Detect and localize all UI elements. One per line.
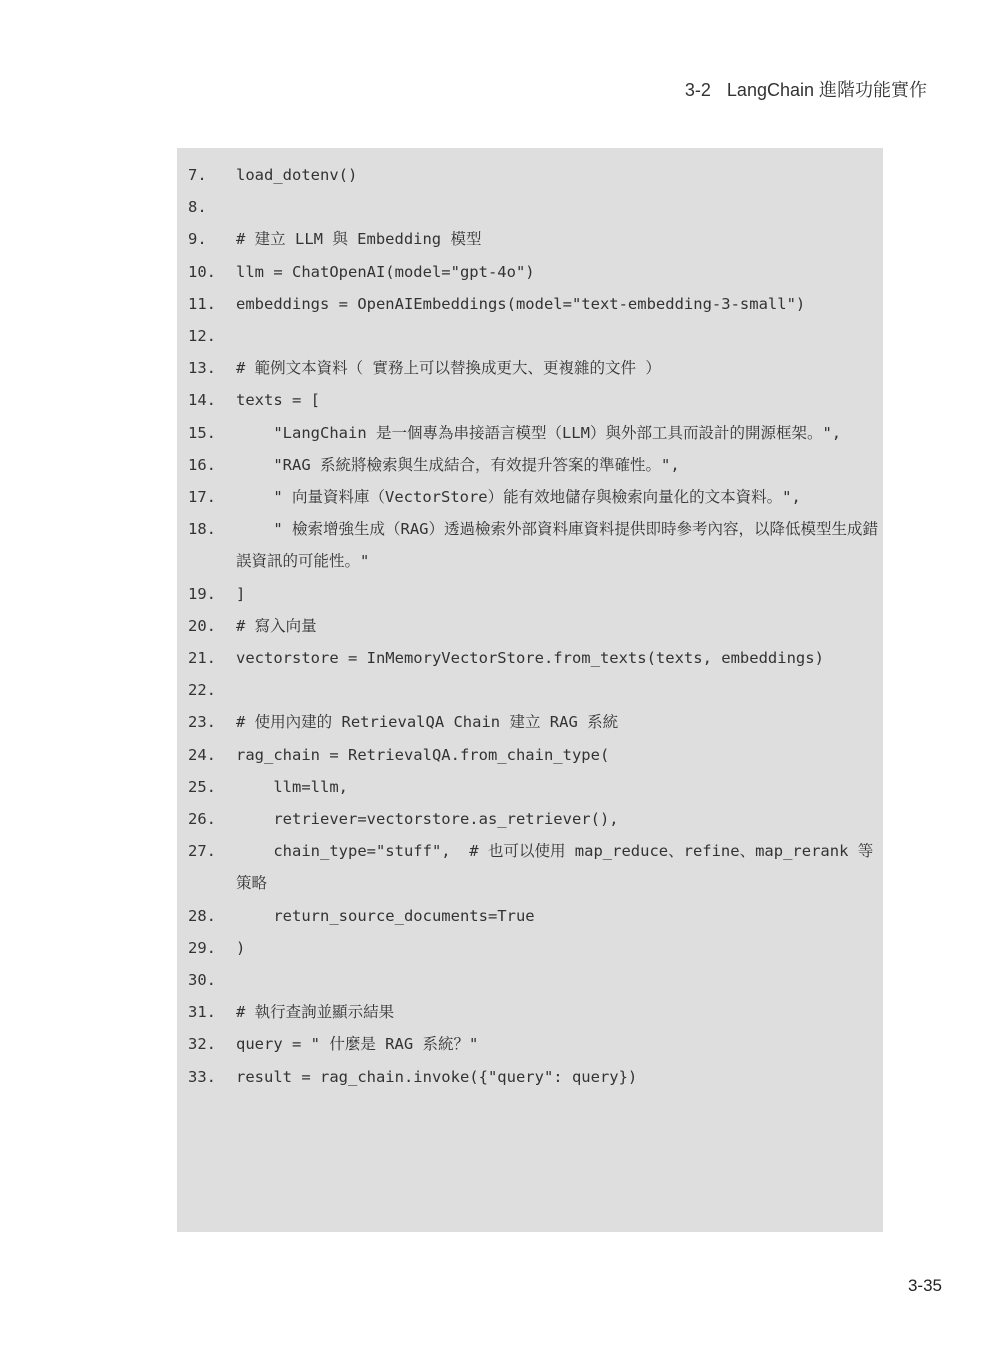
line-number: 33. (188, 1067, 216, 1086)
line-code: # 建立 LLM 與 Embedding 模型 (236, 230, 482, 249)
line-code: # 範例文本資料（ 實務上可以替換成更大、更複雜的文件 ） (236, 359, 661, 378)
line-number: 27. (188, 842, 216, 861)
line-number: 29. (188, 938, 216, 957)
line-code: " 檢索增強生成（RAG）透過檢索外部資料庫資料提供即時參考內容，以降低模型生成錯誤資訊的可能性。" (236, 520, 878, 571)
line-code: rag_chain = RetrievalQA.from_chain_type( (236, 745, 610, 764)
line-code: query = " 什麼是 RAG 系統？" (236, 1035, 479, 1054)
line-number: 23. (188, 713, 216, 732)
code-line (188, 900, 878, 932)
line-code (236, 320, 878, 352)
line-code (236, 674, 878, 706)
line-number: 8. (188, 198, 207, 217)
code-line (188, 996, 878, 1028)
line-code: "RAG 系統將檢索與生成結合，有效提升答案的準確性。", (236, 455, 680, 474)
line-number: 9. (188, 230, 207, 249)
line-number: 14. (188, 391, 216, 410)
code-line (188, 1061, 878, 1093)
line-number: 22. (188, 681, 216, 700)
code-line (188, 288, 878, 320)
code-line (188, 513, 878, 577)
code-line (188, 739, 878, 771)
line-code: chain_type="stuff", # 也可以使用 map_reduce、refine、map_rerank 等策略 (236, 842, 874, 893)
line-number: 12. (188, 327, 216, 346)
section-title: LangChain 進階功能實作 (726, 80, 927, 100)
line-code: return_source_documents=True (236, 906, 535, 925)
line-number: 32. (188, 1035, 216, 1054)
line-code: texts = [ (236, 391, 320, 410)
page-number: 3-35 (907, 1276, 942, 1295)
line-code: # 寫入向量 (236, 616, 317, 635)
line-code: ] (236, 584, 246, 603)
line-code: load_dotenv() (236, 166, 358, 184)
code-line (188, 223, 878, 255)
code-line (188, 835, 878, 899)
line-code: ) (236, 938, 246, 957)
code-line (188, 256, 878, 288)
line-code: llm=llm, (236, 777, 348, 796)
line-number: 17. (188, 488, 216, 507)
line-number: 11. (188, 294, 216, 313)
line-number: 7. (188, 166, 207, 184)
line-number: 28. (188, 906, 216, 925)
line-number: 10. (188, 262, 216, 281)
line-code: # 執行查詢並顯示結果 (236, 1003, 395, 1022)
line-code: " 向量資料庫（VectorStore）能有效地儲存與檢索向量化的文本資料。", (236, 488, 801, 507)
code-line (188, 352, 878, 384)
code-line (188, 964, 878, 996)
line-number: 20. (188, 616, 216, 635)
line-number: 25. (188, 777, 216, 796)
section-number: 3-2 (684, 80, 711, 100)
line-number: 15. (188, 423, 216, 442)
line-number: 30. (188, 971, 216, 990)
code-line (188, 1028, 878, 1060)
code-line (188, 481, 878, 513)
code-line (188, 610, 878, 642)
line-code: retriever=vectorstore.as_retriever(), (236, 810, 619, 829)
code-lines (188, 159, 878, 1093)
line-number: 13. (188, 359, 216, 378)
line-code: "LangChain 是一個專為串接語言模型（LLM）與外部工具而設計的開源框架。", (236, 423, 842, 442)
line-code: # 使用內建的 RetrievalQA Chain 建立 RAG 系統 (236, 713, 619, 732)
line-code (236, 191, 878, 223)
code-line (188, 642, 878, 674)
code-line (188, 159, 878, 191)
code-line (188, 191, 878, 223)
line-code (236, 964, 878, 996)
line-number: 16. (188, 455, 216, 474)
line-number: 24. (188, 745, 216, 764)
line-code: llm = ChatOpenAI(model="gpt-4o") (236, 262, 535, 281)
line-number: 19. (188, 584, 216, 603)
code-line (188, 384, 878, 416)
code-line (188, 320, 878, 352)
code-line (188, 932, 878, 964)
code-listing (177, 148, 883, 1232)
line-number: 21. (188, 649, 216, 668)
code-line (188, 803, 878, 835)
line-number: 31. (188, 1003, 216, 1022)
line-code: embeddings = OpenAIEmbeddings(model="text-embedding-3-small") (236, 294, 806, 313)
code-line (188, 674, 878, 706)
line-number: 26. (188, 810, 216, 829)
line-code: vectorstore = InMemoryVectorStore.from_texts(texts, embeddings) (236, 649, 824, 668)
code-line (188, 771, 878, 803)
code-line (188, 417, 878, 449)
code-line (188, 578, 878, 610)
code-line (188, 449, 878, 481)
line-number: 18. (188, 520, 216, 539)
code-line (188, 706, 878, 738)
line-code: result = rag_chain.invoke({"query": query}) (236, 1067, 638, 1086)
running-header (685, 76, 927, 102)
